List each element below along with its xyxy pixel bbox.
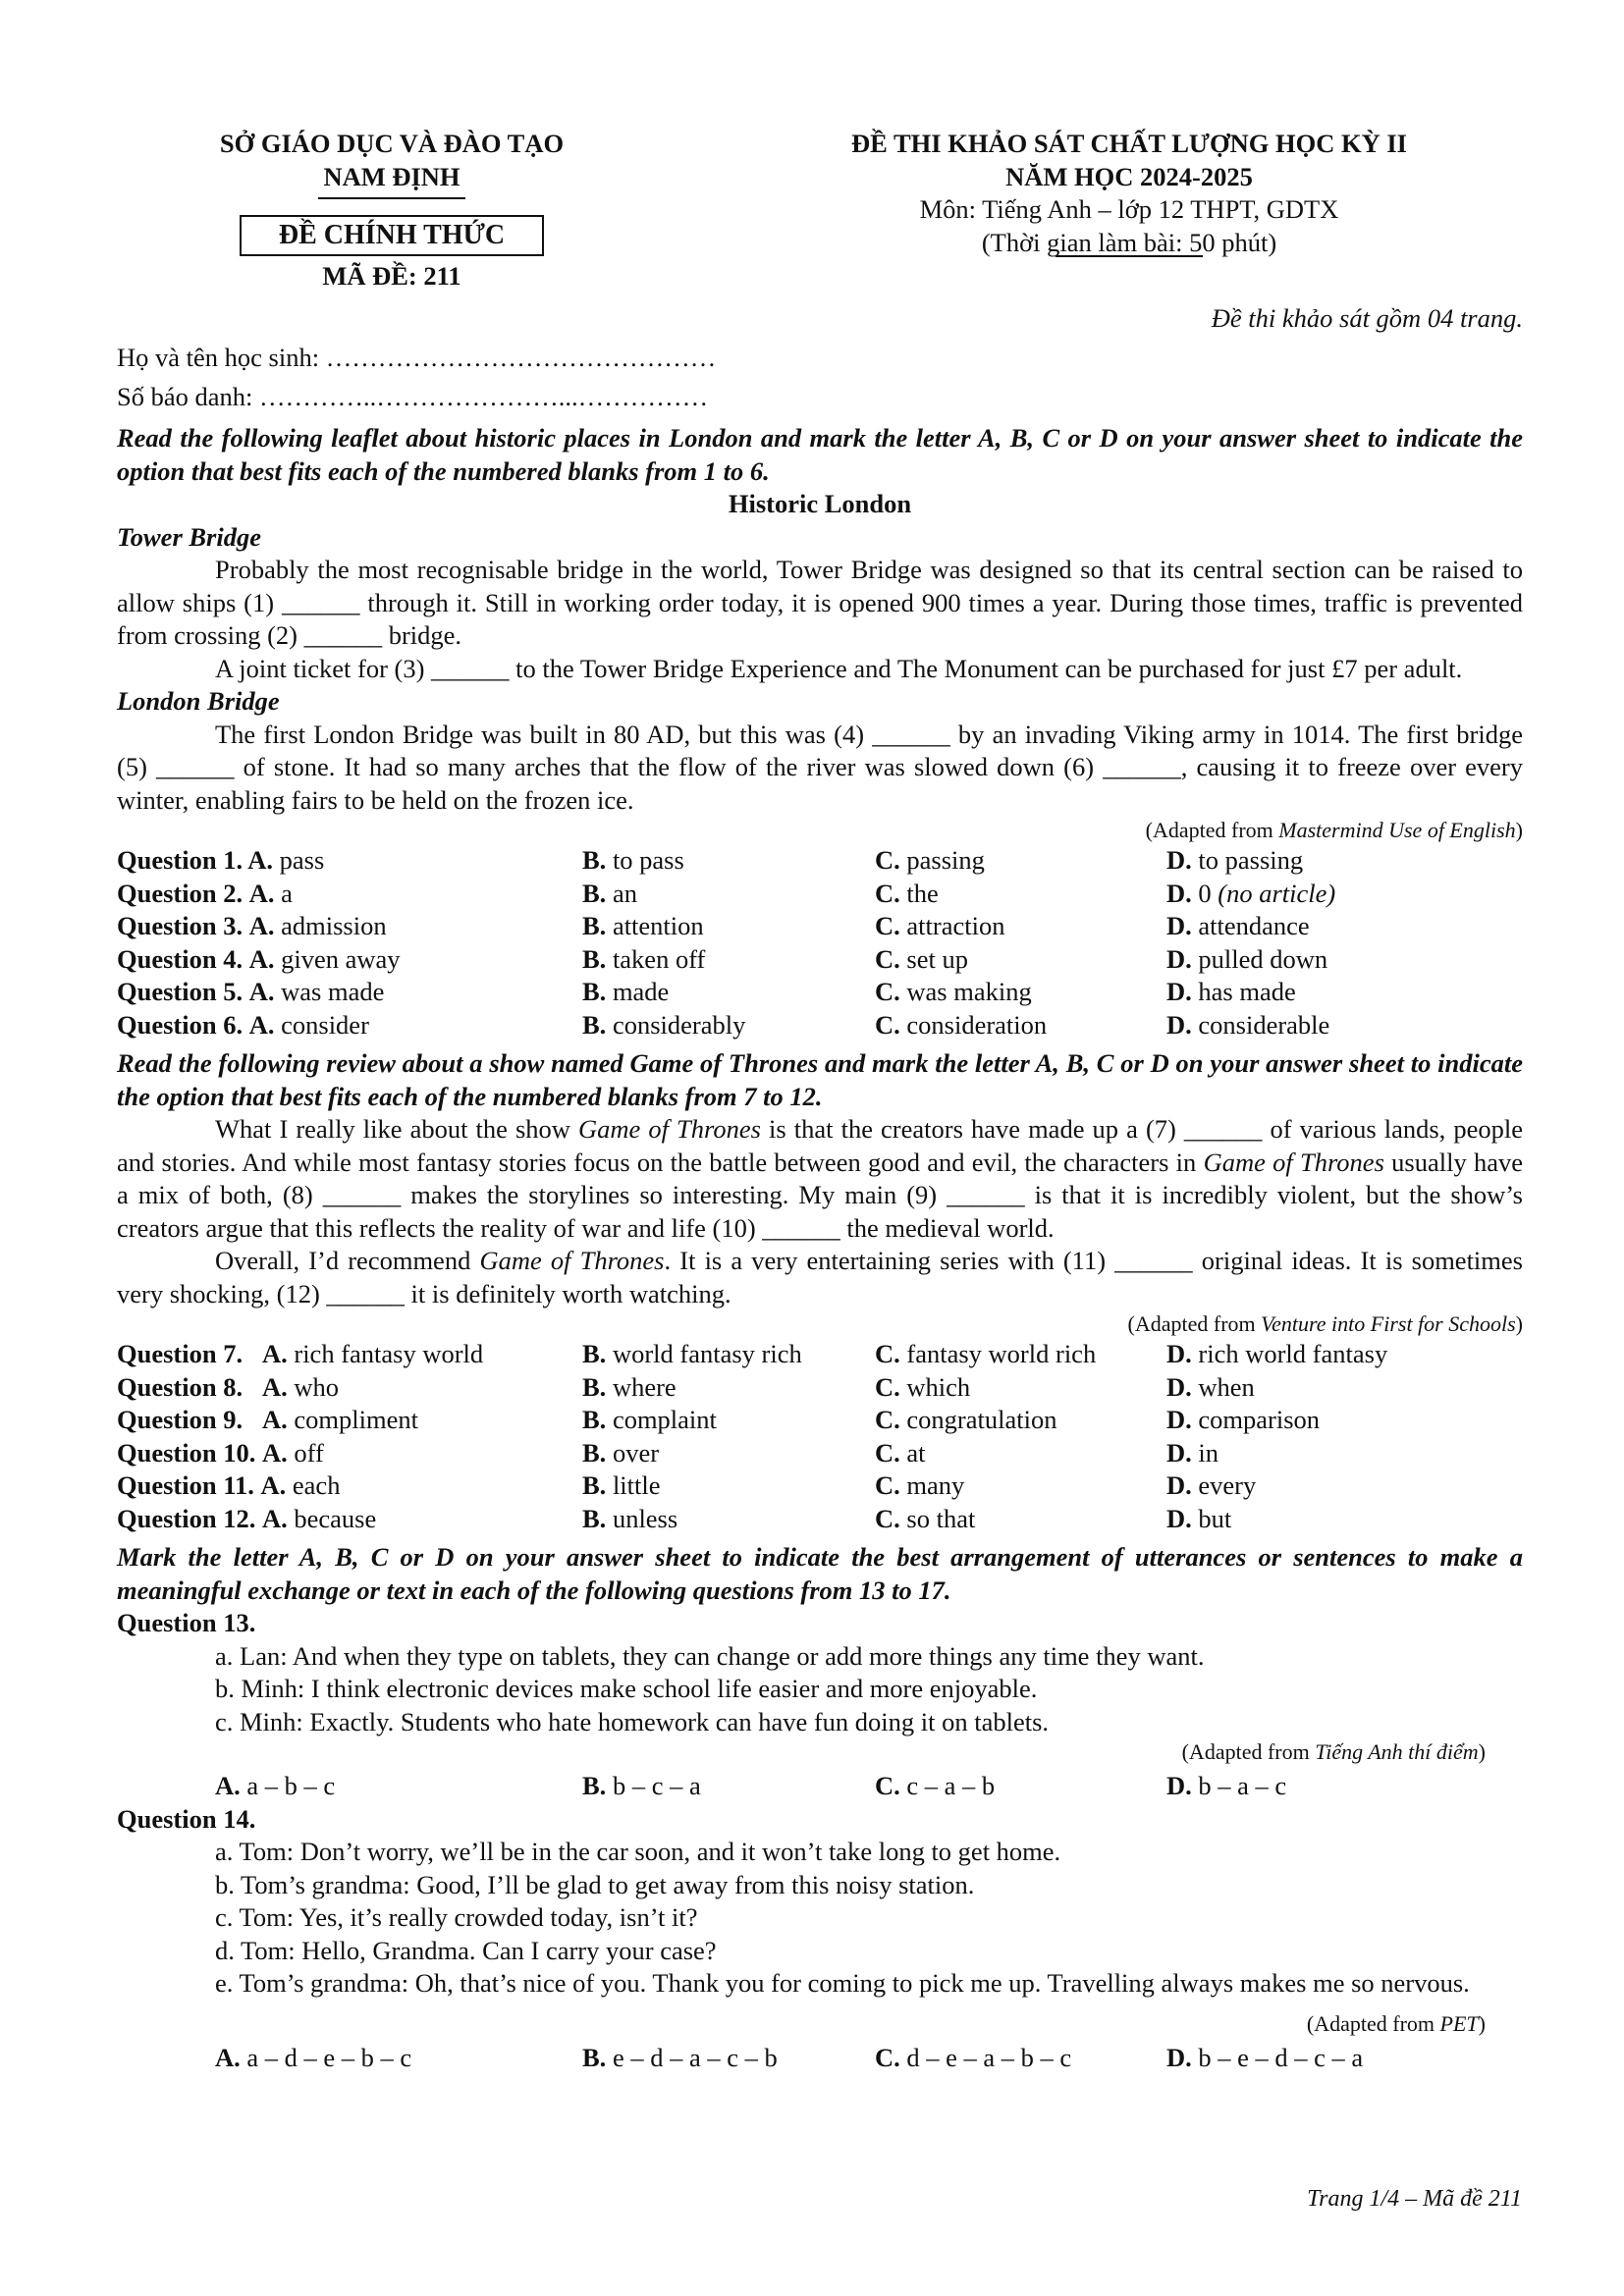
question-14-line-e: e. Tom’s grandma: Oh, that’s nice of you. Thank you for coming to pick me up. Travelling always makes me so nervous.	[215, 1968, 1470, 1998]
section3-instruction: Mark the letter A, B, C or D on your answer sheet to indicate the best arrangement of utterances or sentences to make a meaningful exchange or text in each of the following questions from 13 to 17.	[117, 1542, 1523, 1605]
question-14-options	[117, 2042, 1523, 2075]
question-12-b: B. unless	[582, 1503, 678, 1533]
question-8-d: D. when	[1166, 1371, 1255, 1402]
question-1-b: B. to pass	[582, 845, 684, 875]
source-suffix: )	[1515, 818, 1523, 842]
question-14-line-a: a. Tom: Don’t worry, we’ll be in the car soon, and it won’t take long to get home.	[215, 1837, 1061, 1866]
passage1-paragraph-3: The first London Bridge was built in 80 AD, but this was (4) ______ by an invading Viking army in 1014. The first bridge (5) ______ of stone. It had so many arches that the flow of the river was slowed down (6) ______, causing it to freeze over every winter, enabling fairs to be held on the frozen ice.	[117, 719, 1523, 815]
source-prefix: (Adapted from	[1145, 818, 1279, 842]
question-13-options	[117, 1770, 1523, 1803]
question-10-b: B. over	[582, 1437, 660, 1468]
question-9-a: Question 9. A. compliment	[117, 1405, 418, 1434]
section2-instruction: Read the following review about a show named Game of Thrones and mark the letter A, B, C or D on your answer sheet to indicate the option that best fits each of the numbered blanks from 7 to 12.	[117, 1048, 1523, 1111]
official-label: ĐỀ CHÍNH THỨC	[240, 215, 544, 256]
question-14-line-c: c. Tom: Yes, it’s really crowded today, isn’t it?	[215, 1902, 698, 1932]
question-13-option-a: A. a – b – c	[215, 1771, 336, 1800]
question-3-a: Question 3. A. admission	[117, 911, 387, 940]
passage1-paragraph-2: A joint ticket for (3) ______ to the Tower Bridge Experience and The Monument can be purchased for just £7 per adult.	[215, 653, 1463, 683]
question-11-d: D. every	[1166, 1470, 1257, 1500]
question-6-c: C. consideration	[875, 1009, 1048, 1040]
question-2-c: C. the	[875, 878, 939, 908]
question-4-b: B. taken off	[582, 943, 706, 974]
question-13-line-b: b. Minh: I think electronic devices make school life easier and more enjoyable.	[215, 1674, 1038, 1703]
question-2-b: B. an	[582, 878, 637, 908]
student-info	[117, 338, 716, 416]
exam-page	[117, 128, 1523, 2074]
passage1-subheading-london-bridge: London Bridge	[117, 686, 280, 716]
question-13-label: Question 13.	[117, 1608, 256, 1637]
question-5-d: D. has made	[1166, 977, 1296, 1006]
question-9-b: B. complaint	[582, 1405, 717, 1434]
section1-instruction: Read the following leaflet about historic places in London and mark the letter A, B, C or D on your answer sheet to indicate the option that best fits each of the numbered blanks from 1 to 6.	[117, 423, 1523, 486]
question-6-d: D. considerable	[1166, 1009, 1330, 1040]
question-14-option-a: A. a – d – e – b – c	[215, 2042, 412, 2072]
source-title: Venture into First for Schools	[1261, 1311, 1516, 1336]
questions-7-12	[117, 1338, 1523, 1535]
question-14-line-d: d. Tom: Hello, Grandma. Can I carry your case?	[215, 1935, 717, 1965]
header-right	[735, 128, 1523, 261]
question-5-b: B. made	[582, 977, 670, 1006]
passage1-title: Historic London	[728, 489, 912, 518]
header-left	[117, 128, 667, 293]
question-14-option-c: C. d – e – a – b – c	[875, 2042, 1072, 2072]
question-10-d: D. in	[1166, 1437, 1219, 1468]
question-12-c: C. so that	[875, 1503, 976, 1533]
question-13-option-d: D. b – a – c	[1166, 1771, 1287, 1800]
question-13-source: (Adapted from Tiếng Anh thí điểm)	[1181, 1739, 1486, 1764]
passage2-paragraph-1: What I really like about the show Game of Thrones is that the creators have made up a (7) ______ of various lands, people and stories. And while most fantasy stories focus on the battle between good and evil, the characters in Game of Thrones usually have a mix of both, (8) ______ makes the storylines so interesting. My main (9) ______ is that it is incredibly violent, but the show’s creators argue that this reflects the reality of war and life (10) ______ the medieval world.	[117, 1114, 1523, 1243]
questions-1-6	[117, 844, 1523, 1041]
exam-header	[117, 128, 1523, 422]
question-7-b: B. world fantasy rich	[582, 1339, 802, 1368]
question-6-a: Question 6. A. consider	[117, 1009, 369, 1040]
question-13-option-c: C. c – a – b	[875, 1771, 996, 1800]
question-3-c: C. attraction	[875, 911, 1005, 940]
question-11-c: C. many	[875, 1470, 965, 1500]
question-2-d: D. 0 (no article)	[1166, 878, 1336, 908]
question-4-d: D. pulled down	[1166, 943, 1328, 974]
source-prefix: (Adapted from	[1127, 1311, 1262, 1336]
passage2-source	[117, 1310, 1523, 1338]
question-3-d: D. attendance	[1166, 911, 1310, 940]
subject-line: Môn: Tiếng Anh – lớp 12 THPT, GDTX	[919, 194, 1339, 224]
department-name: SỞ GIÁO DỤC VÀ ĐÀO TẠO	[219, 129, 565, 158]
question-6-b: B. considerably	[582, 1009, 746, 1040]
exam-code: MÃ ĐỀ: 211	[322, 260, 461, 291]
question-14-source: (Adapted from PET)	[1306, 2010, 1486, 2036]
question-14-option-b: B. e – d – a – c – b	[582, 2042, 778, 2072]
header-divider-left	[318, 197, 465, 199]
question-10-c: C. at	[875, 1437, 926, 1468]
question-9-c: C. congratulation	[875, 1405, 1057, 1434]
student-id-field: Số báo danh: …………..…………………...……………	[117, 382, 709, 411]
header-divider-right	[1056, 255, 1203, 257]
question-11-a: Question 11. A. each	[117, 1470, 341, 1500]
question-8-c: C. which	[875, 1371, 971, 1402]
question-11-b: B. little	[582, 1470, 661, 1500]
question-4-a: Question 4. A. given away	[117, 943, 401, 974]
question-13-option-b: B. b – c – a	[582, 1771, 701, 1800]
question-5-c: C. was making	[875, 977, 1032, 1006]
exam-title: ĐỀ THI KHẢO SÁT CHẤT LƯỢNG HỌC KỲ II	[851, 129, 1407, 158]
passage1-subheading-tower-bridge: Tower Bridge	[117, 521, 261, 552]
question-5-a: Question 5. A. was made	[117, 977, 385, 1006]
question-14-option-d: D. b – e – d – c – a	[1166, 2042, 1364, 2072]
passage2-paragraph-2: Overall, I’d recommend Game of Thrones. It is a very entertaining series with (11) ______ original ideas. It is sometimes very shocking, (12) ______ it is definitely worth watching.	[117, 1246, 1523, 1308]
question-8-a: Question 8. A. who	[117, 1371, 340, 1402]
question-14-label: Question 14.	[117, 1803, 256, 1834]
question-7-a: Question 7. A. rich fantasy world	[117, 1339, 484, 1368]
question-1-d: D. to passing	[1166, 845, 1304, 875]
pages-note: Đề thi khảo sát gồm 04 trang.	[1211, 303, 1523, 333]
question-13-line-a: a. Lan: And when they type on tablets, they can change or add more things any time they want.	[215, 1640, 1205, 1671]
question-7-c: C. fantasy world rich	[875, 1339, 1097, 1368]
question-12-d: D. but	[1166, 1503, 1232, 1533]
question-7-d: D. rich world fantasy	[1166, 1339, 1388, 1368]
question-9-d: D. comparison	[1166, 1405, 1321, 1434]
page-footer: Trang 1/4 – Mã đề 211	[1307, 2186, 1522, 2212]
passage1-source	[117, 817, 1523, 844]
source-suffix: )	[1515, 1311, 1523, 1336]
question-1-c: C. passing	[875, 845, 985, 875]
question-3-b: B. attention	[582, 911, 704, 940]
province-name: NAM ĐỊNH	[323, 161, 460, 191]
student-name-field: Họ và tên học sinh: ………………………………………	[117, 343, 717, 372]
question-4-c: C. set up	[875, 943, 968, 974]
question-14-line-b: b. Tom’s grandma: Good, I’ll be glad to get away from this noisy station.	[215, 1869, 975, 1899]
passage1-paragraph-1: Probably the most recognisable bridge in the world, Tower Bridge was designed so that its central section can be raised to allow ships (1) ______ through it. Still in working order today, it is opened 900 times a year. During those times, traffic is prevented from crossing (2) ______ bridge.	[117, 555, 1523, 650]
question-8-b: B. where	[582, 1371, 677, 1402]
question-13-line-c: c. Minh: Exactly. Students who hate homework can have fun doing it on tablets.	[215, 1706, 1050, 1736]
question-10-a: Question 10. A. off	[117, 1437, 324, 1468]
question-2-a: Question 2. A. a	[117, 878, 293, 908]
question-1-a: Question 1. A. pass	[117, 845, 325, 875]
school-year: NĂM HỌC 2024-2025	[1005, 161, 1253, 191]
question-12-a: Question 12. A. because	[117, 1503, 377, 1533]
duration-line: (Thời gian làm bài: 50 phút)	[981, 227, 1277, 257]
source-title: Mastermind Use of English	[1278, 818, 1516, 842]
